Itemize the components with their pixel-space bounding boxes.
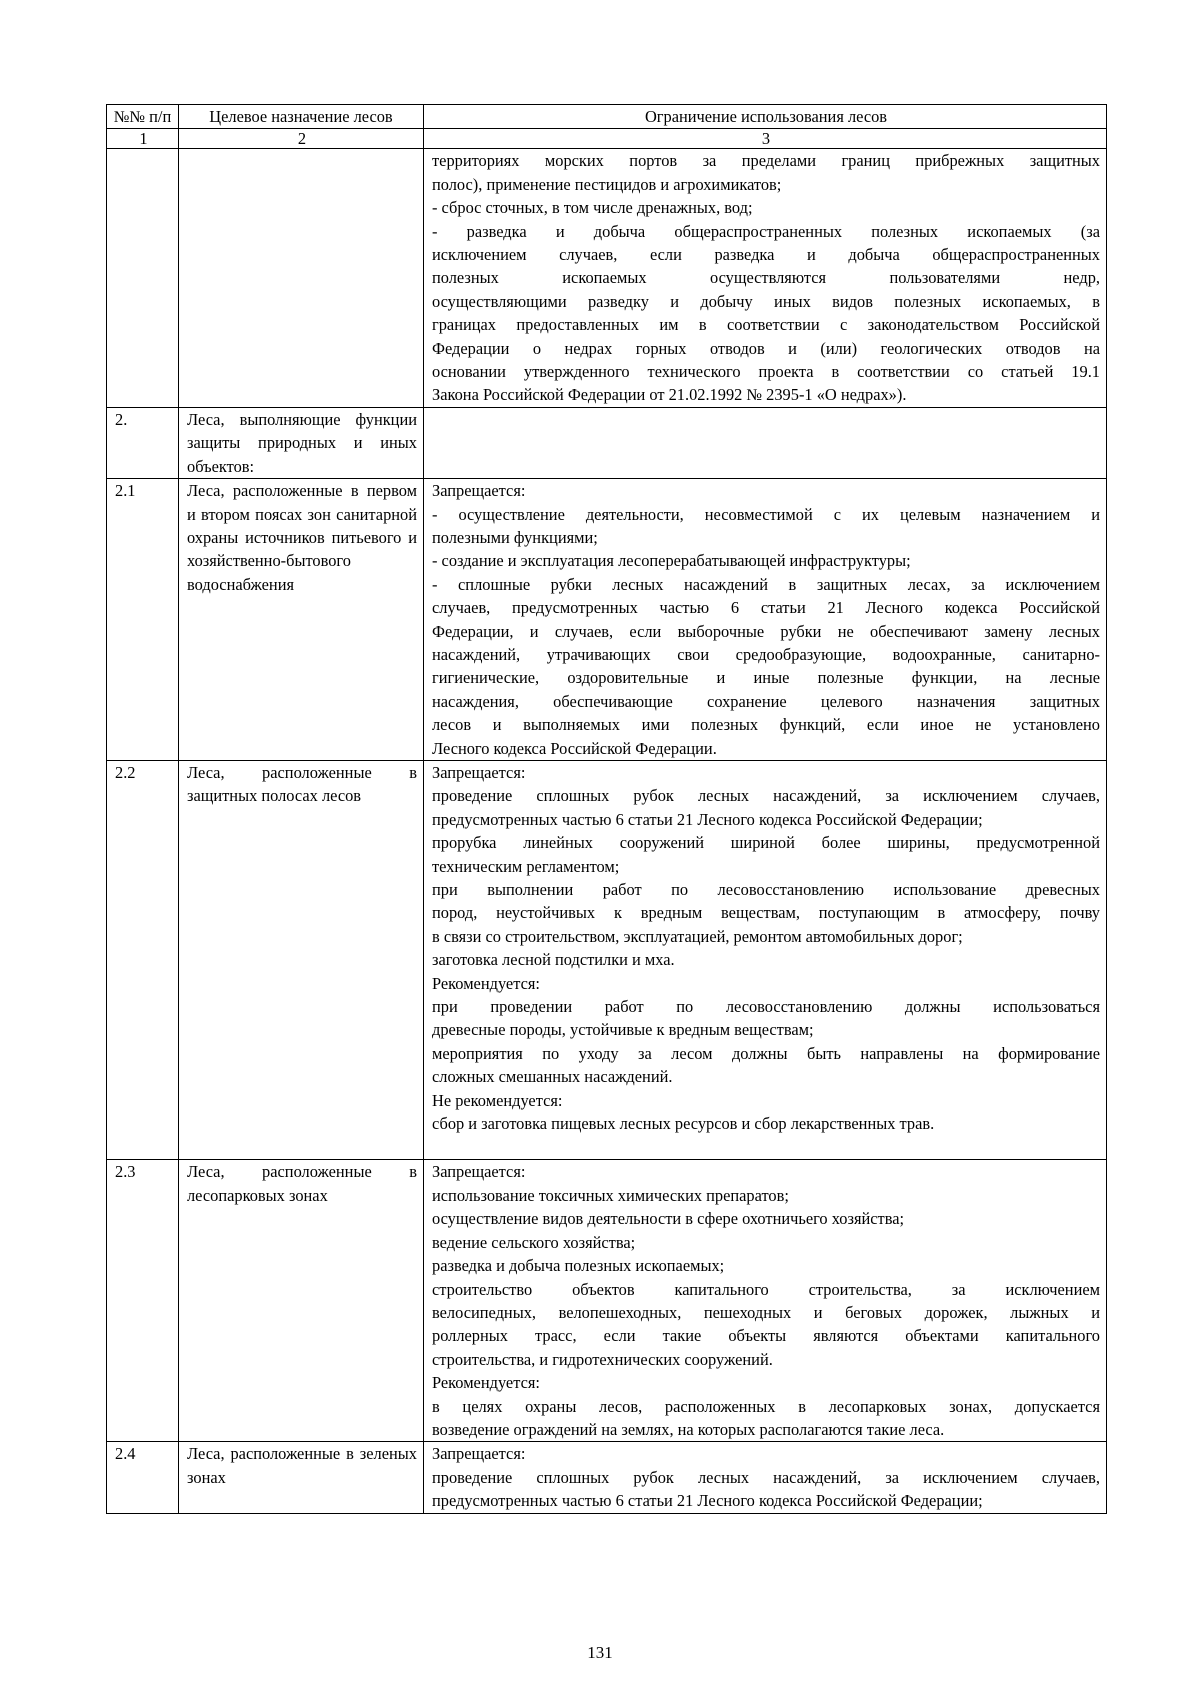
page-number: 131 bbox=[587, 1643, 613, 1662]
restriction-line: прорубка линейных сооружений шириной более ширины, предусмотренной bbox=[432, 833, 1100, 853]
restriction-line: полезными функциями; bbox=[432, 527, 598, 547]
restriction-line: Федерации о недрах горных отводов и (или) геологических отводов на bbox=[432, 338, 1100, 358]
restriction-line: Лесного кодекса Российской Федерации. bbox=[432, 738, 717, 758]
header-col-restrictions: Ограничение использования лесов bbox=[424, 105, 1107, 129]
row-purpose: Леса, выполняющие функции защиты природных и иных объектов: bbox=[179, 407, 424, 478]
restriction-line: исключением случаев, если разведка и добыча общераспространенных bbox=[432, 245, 1100, 265]
header-col-purpose: Целевое назначение лесов bbox=[179, 105, 424, 129]
restriction-line: заготовка лесной подстилки и мха. bbox=[432, 950, 675, 970]
restriction-line: Федерации, и случаев, если выборочные рубки не обеспечивают замену лесных bbox=[432, 621, 1100, 641]
restriction-line: проведение сплошных рубок лесных насаждений, за исключением случаев, bbox=[432, 1467, 1100, 1487]
row-restrictions bbox=[424, 760, 1107, 1160]
column-number-2: 2 bbox=[179, 129, 424, 149]
restriction-line: строительство объектов капитального строительства, за исключением bbox=[432, 1279, 1100, 1299]
restriction-line: полос), применение пестицидов и агрохимикатов; bbox=[432, 174, 782, 194]
row-number: 2.2 bbox=[107, 760, 179, 1160]
restriction-line: полезных ископаемых осуществляются пользователями недр, bbox=[432, 268, 1100, 288]
restriction-line: при выполнении работ по лесовосстановлению использование древесных bbox=[432, 880, 1100, 899]
table-header-row bbox=[107, 105, 1107, 129]
restriction-line: сложных смешанных насаждений. bbox=[432, 1067, 673, 1087]
restriction-line: Рекомендуется: bbox=[432, 973, 540, 993]
restriction-line: в связи со строительством, эксплуатацией, ремонтом автомобильных дорог; bbox=[432, 926, 963, 946]
restriction-line: - осуществление деятельности, несовместимой с их целевым назначением и bbox=[432, 504, 1100, 524]
restriction-line: - разведка и добыча общераспространенных полезных ископаемых (за bbox=[432, 221, 1100, 241]
restriction-line: ведение сельского хозяйства; bbox=[432, 1232, 636, 1252]
restriction-line: пород, неустойчивых к вредным веществам, поступающим в атмосферу, почву bbox=[432, 903, 1100, 923]
restriction-line: Закона Российской Федерации от 21.02.1992 № 2395-1 «О недрах»). bbox=[432, 385, 907, 405]
row-purpose: Леса, расположенные в зеленых зонах bbox=[179, 1442, 424, 1513]
row-number: 2.1 bbox=[107, 479, 179, 761]
restriction-line: роллерных трасс, если такие объекты являются объектами капитального bbox=[432, 1326, 1100, 1346]
row-restrictions bbox=[424, 1160, 1107, 1442]
row-purpose: Леса, расположенные в лесопарковых зонах bbox=[179, 1160, 424, 1442]
restriction-line: проведение сплошных рубок лесных насаждений, за исключением случаев, bbox=[432, 786, 1100, 806]
restriction-line: в целях охраны лесов, расположенных в лесопарковых зонах, допускается bbox=[432, 1396, 1100, 1416]
row-number: 2. bbox=[107, 407, 179, 478]
row-number: 2.4 bbox=[107, 1442, 179, 1513]
restriction-line: случаев, предусмотренных частью 6 статьи 21 Лесного кодекса Российской bbox=[432, 598, 1100, 618]
table-row bbox=[107, 1442, 1107, 1513]
restriction-line: мероприятия по уходу за лесом должны быть направлены на формирование bbox=[432, 1043, 1100, 1063]
row-restrictions bbox=[424, 479, 1107, 761]
restriction-line: велосипедных, велопешеходных, пешеходных и беговых дорожек, лыжных и bbox=[432, 1302, 1100, 1322]
restriction-line: осуществляющими разведку и добычу иных видов полезных ископаемых, в bbox=[432, 291, 1100, 311]
restriction-line: разведка и добыча полезных ископаемых; bbox=[432, 1256, 725, 1276]
restriction-line: насаждений, утрачивающих свои средообразующие, водоохранные, санитарно- bbox=[432, 644, 1100, 664]
restriction-line: лесов и выполняемых ими полезных функций, если иное не установлено bbox=[432, 715, 1100, 735]
restriction-line: Не рекомендуется: bbox=[432, 1090, 563, 1110]
restriction-line: техническим регламентом; bbox=[432, 856, 620, 876]
table-row bbox=[107, 407, 1107, 478]
row-restrictions bbox=[424, 1442, 1107, 1513]
restriction-line: предусмотренных частью 6 статьи 21 Лесного кодекса Российской Федерации; bbox=[432, 809, 983, 829]
restriction-line: - создание и эксплуатация лесоперерабатывающей инфраструктуры; bbox=[432, 551, 911, 571]
restriction-line: Запрещается: bbox=[432, 762, 526, 782]
row-purpose: Леса, расположенные в первом и втором поясах зон санитарной охраны источников питьевого и хозяйственно-бытового водоснабжения bbox=[179, 479, 424, 761]
column-number-1: 1 bbox=[107, 129, 179, 149]
row-number: 2.3 bbox=[107, 1160, 179, 1442]
row-restrictions-empty bbox=[424, 407, 1107, 478]
restriction-line: гигиенические, оздоровительные и иные полезные функции, на лесные bbox=[432, 668, 1100, 688]
restriction-line: строительства, и гидротехнических сооружений. bbox=[432, 1349, 773, 1369]
row-purpose: Леса, расположенные в защитных полосах лесов bbox=[179, 760, 424, 1160]
restriction-line: предусмотренных частью 6 статьи 21 Лесного кодекса Российской Федерации; bbox=[432, 1491, 983, 1511]
restriction-line: осуществление видов деятельности в сфере охотничьего хозяйства; bbox=[432, 1209, 905, 1229]
restriction-line: Рекомендуется: bbox=[432, 1373, 540, 1393]
restriction-line: Запрещается: bbox=[432, 1162, 526, 1182]
header-col-number: №№ п/п bbox=[107, 105, 179, 129]
restriction-line: при проведении работ по лесовосстановлению должны использоваться bbox=[432, 997, 1100, 1017]
row-purpose-empty bbox=[179, 149, 424, 407]
restriction-line: возведение ограждений на землях, на которых располагаются такие леса. bbox=[432, 1419, 945, 1439]
table-row bbox=[107, 760, 1107, 1160]
row-restrictions bbox=[424, 149, 1107, 407]
restriction-line: древесные породы, устойчивые к вредным веществам; bbox=[432, 1020, 814, 1040]
restriction-line: Запрещается: bbox=[432, 481, 526, 501]
column-number-3: 3 bbox=[424, 129, 1107, 149]
table-row bbox=[107, 1160, 1107, 1442]
restriction-line: основании утвержденного технического проекта в соответствии со статьей 19.1 bbox=[432, 362, 1100, 382]
column-number-row bbox=[107, 129, 1107, 149]
row-number-empty bbox=[107, 149, 179, 407]
restriction-line: Запрещается: bbox=[432, 1444, 526, 1464]
forest-restrictions-table bbox=[106, 104, 1107, 1514]
restriction-line: сбор и заготовка пищевых лесных ресурсов и сбор лекарственных трав. bbox=[432, 1114, 935, 1134]
restriction-line: территориях морских портов за пределами границ прибрежных защитных bbox=[432, 151, 1100, 171]
restriction-line: насаждения, обеспечивающие сохранение целевого назначения защитных bbox=[432, 691, 1100, 711]
restriction-line: границах предоставленных им в соответствии с законодательством Российской bbox=[432, 315, 1100, 335]
table-row-continuation bbox=[107, 149, 1107, 407]
restriction-line: - сброс сточных, в том числе дренажных, вод; bbox=[432, 198, 753, 218]
restriction-line: использование токсичных химических препаратов; bbox=[432, 1185, 789, 1205]
table-row bbox=[107, 479, 1107, 761]
restriction-line: - сплошные рубки лесных насаждений в защитных лесах, за исключением bbox=[432, 574, 1100, 594]
